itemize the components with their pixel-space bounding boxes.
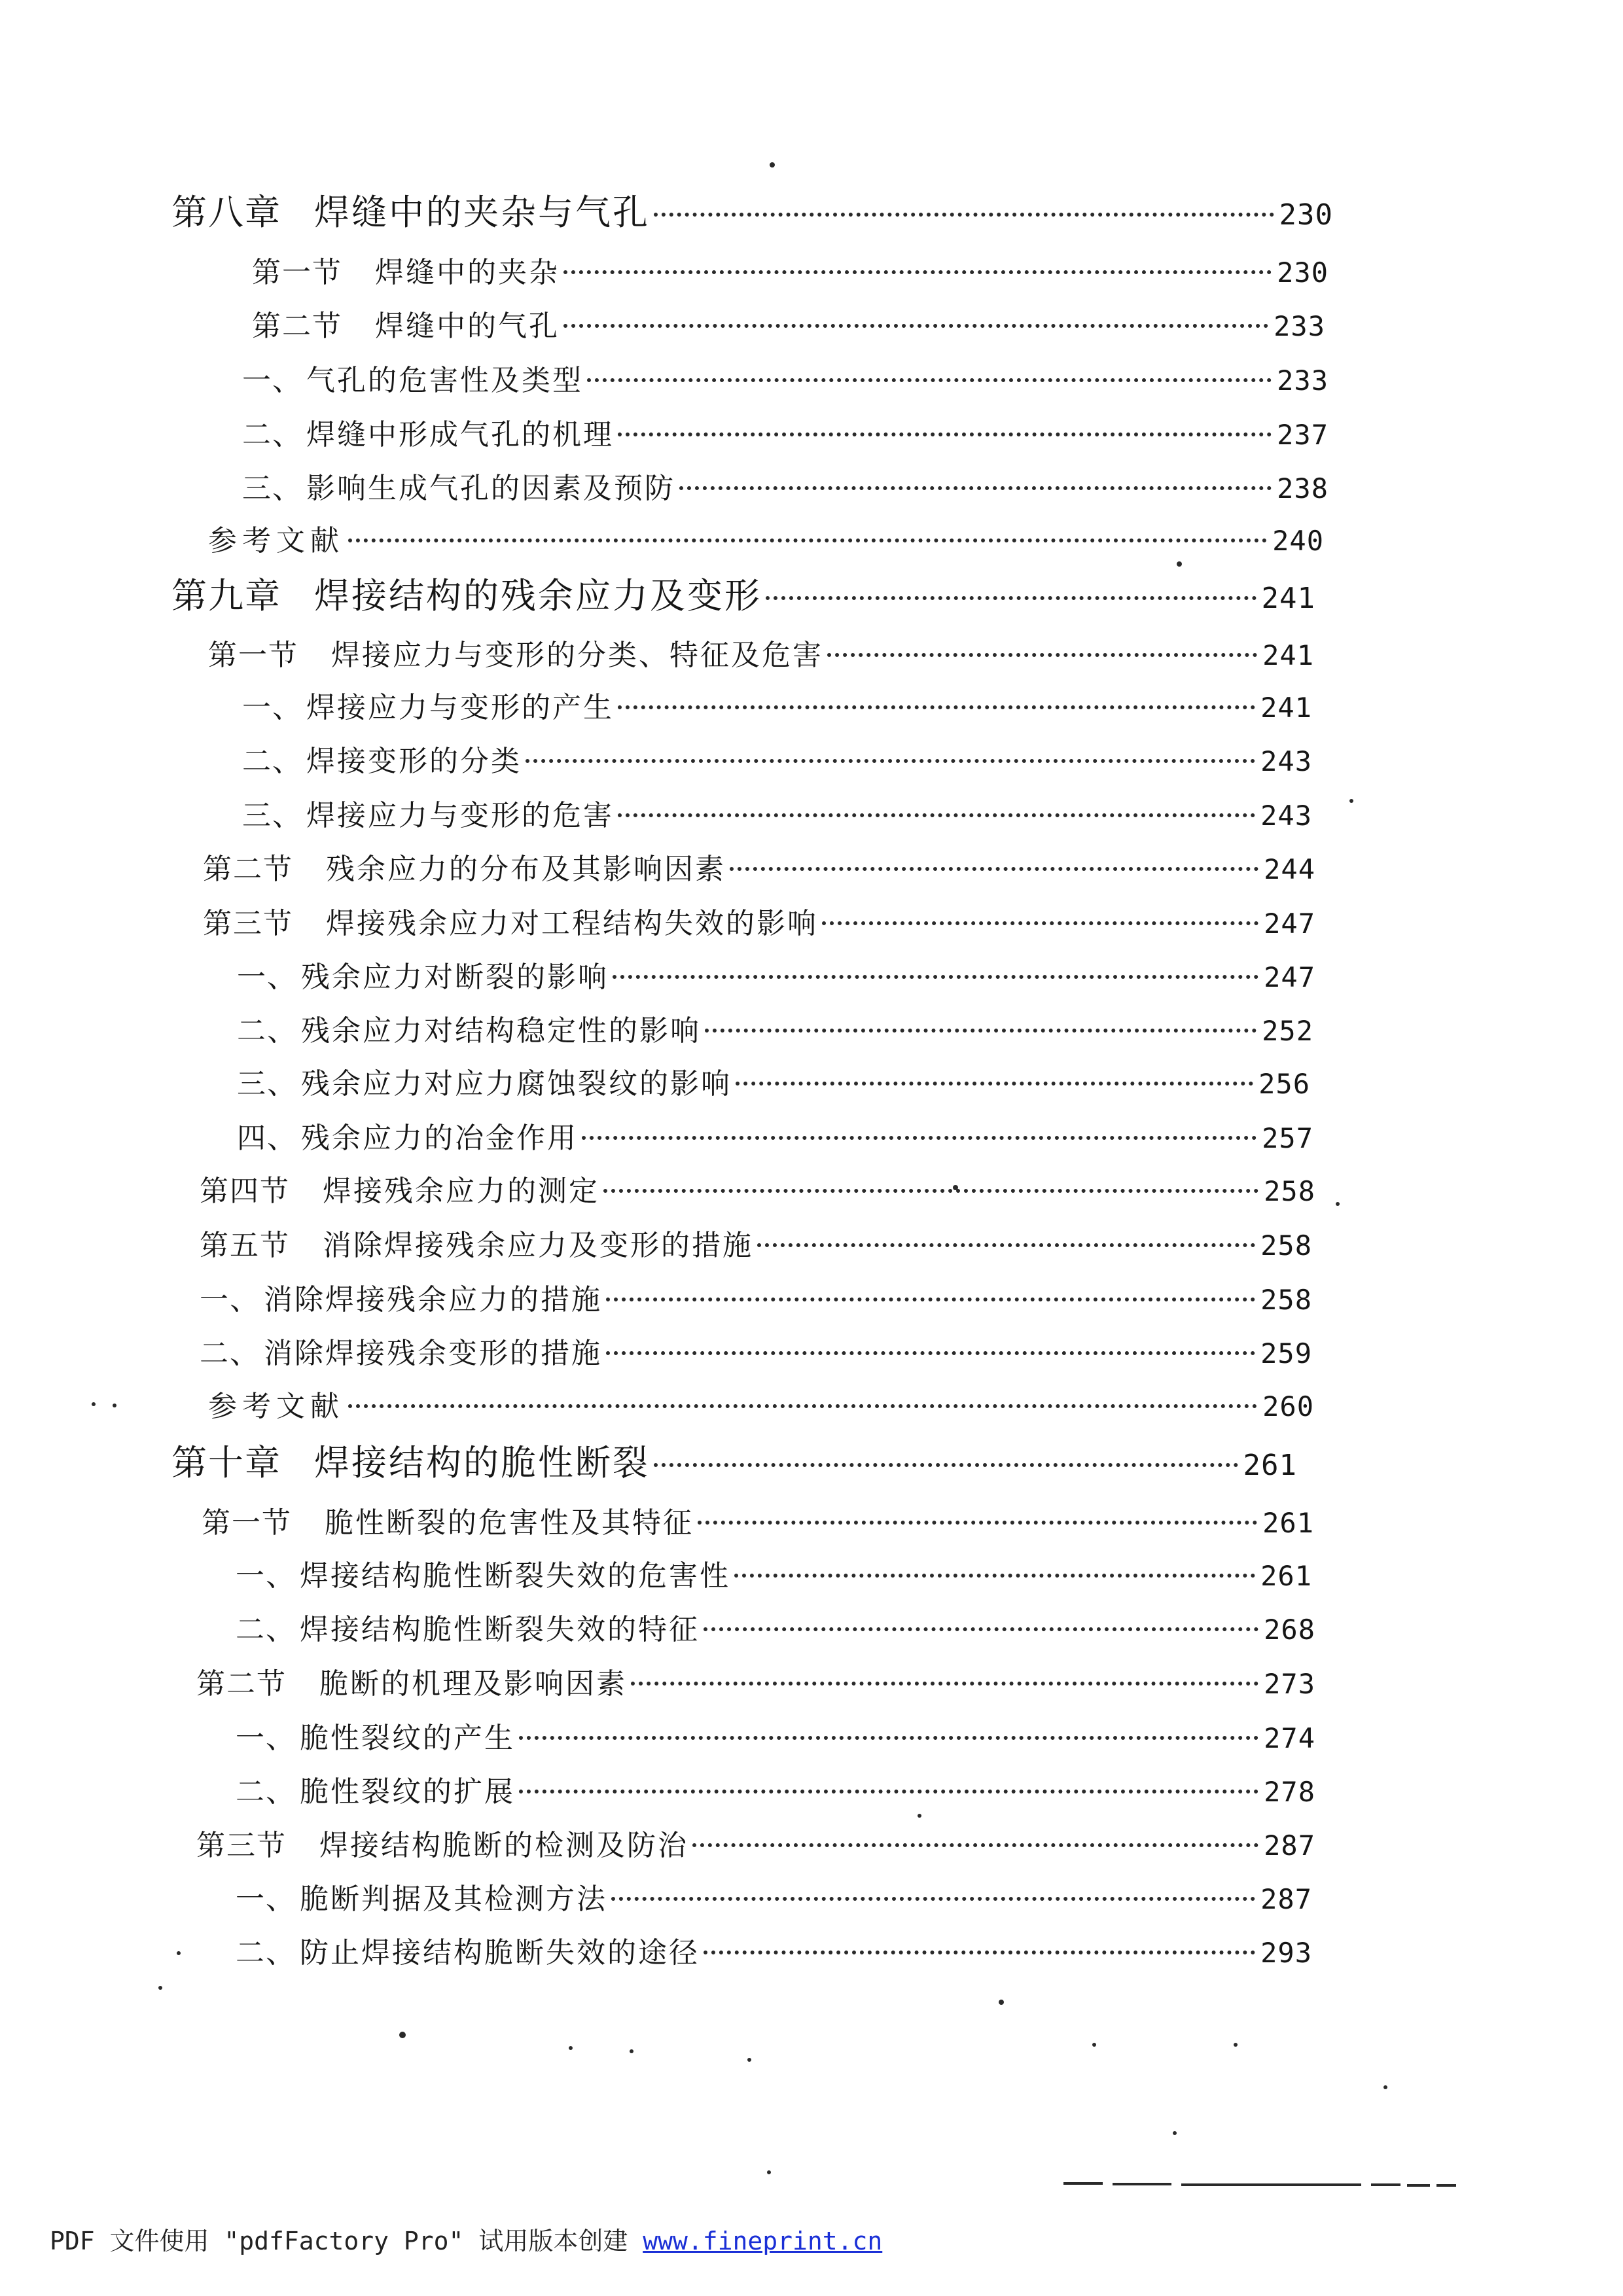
toc-item-number: 一、	[236, 1882, 296, 1916]
toc-item-title: 残余应力对结构稳定性的影响	[301, 1014, 701, 1048]
toc-item-title: 脆性裂纹的产生	[300, 1722, 515, 1755]
toc-item-number: 三、	[242, 472, 302, 505]
toc-chapter-number: 第九章	[171, 575, 281, 616]
toc-item-title: 焊接结构脆性断裂失效的特征	[300, 1613, 700, 1646]
toc-item-number: 三、	[237, 1067, 297, 1101]
toc-page-number: 261	[1262, 1507, 1314, 1539]
toc-item-title: 残余应力对应力腐蚀裂纹的影响	[301, 1067, 732, 1101]
toc-item-title: 焊接应力与变形的危害	[306, 799, 614, 832]
toc-item-title: 脆性裂纹的扩展	[300, 1775, 515, 1809]
toc-chapter-title: 焊缝中的夹杂与气孔	[314, 192, 650, 233]
toc-section-title: 焊接残余应力对工程结构失效的影响	[326, 907, 818, 940]
toc-page-number: 237	[1277, 419, 1329, 451]
toc-section-number: 第二节	[196, 1667, 287, 1701]
toc-item-number: 一、	[242, 691, 302, 724]
toc-page-number: 247	[1264, 908, 1315, 940]
toc-section-number: 第一节	[208, 639, 298, 672]
toc-page-number: 238	[1277, 472, 1329, 504]
toc-page-number: 260	[1262, 1390, 1314, 1422]
toc-item-number: 三、	[242, 799, 302, 832]
toc-page-number: 287	[1264, 1829, 1315, 1862]
toc-item-title: 残余应力的冶金作用	[301, 1122, 578, 1155]
toc-page-number: 233	[1277, 364, 1329, 397]
toc-page-number: 287	[1260, 1883, 1312, 1915]
toc-chapter-number: 第八章	[171, 192, 281, 233]
toc-page-number: 257	[1262, 1122, 1313, 1154]
toc-section-title: 焊接应力与变形的分类、特征及危害	[331, 639, 823, 672]
toc-item-number: 二、	[200, 1337, 260, 1370]
toc-item-number: 一、	[236, 1722, 296, 1755]
toc-item-title: 影响生成气孔的因素及预防	[306, 472, 675, 505]
toc-page-number: 274	[1264, 1722, 1315, 1754]
toc-item-number: 二、	[236, 1936, 296, 1969]
toc-references-title: 参考文献	[208, 1390, 344, 1423]
toc-page-number: 241	[1260, 692, 1312, 724]
toc-page-number: 230	[1277, 256, 1329, 289]
toc-page-number: 273	[1264, 1668, 1315, 1700]
toc-page-number: 261	[1243, 1449, 1297, 1482]
toc-item-number: 二、	[242, 418, 302, 451]
toc-references-title: 参考文献	[208, 524, 344, 557]
toc-page-number: 230	[1279, 198, 1333, 232]
toc-page-number: 244	[1264, 853, 1315, 885]
toc-page-number: 243	[1260, 745, 1312, 777]
toc-item-number: 一、	[236, 1559, 296, 1593]
toc-item-number: 四、	[237, 1122, 297, 1155]
toc-item-title: 消除焊接残余变形的措施	[264, 1337, 602, 1370]
toc-page-number: 268	[1264, 1614, 1315, 1646]
toc-page-number: 293	[1260, 1937, 1312, 1969]
toc-item-number: 二、	[236, 1613, 296, 1646]
toc-chapter-number: 第十章	[171, 1442, 281, 1483]
toc-page-number: 258	[1260, 1284, 1312, 1316]
toc-item-title: 脆断判据及其检测方法	[300, 1882, 607, 1916]
toc-chapter-title: 焊接结构的脆性断裂	[314, 1442, 650, 1483]
toc-item-title: 防止焊接结构脆断失效的途径	[300, 1936, 700, 1969]
toc-chapter-title: 焊接结构的残余应力及变形	[314, 575, 762, 616]
toc-section-number: 第三节	[203, 907, 293, 940]
toc-section-number: 第二节	[203, 853, 293, 886]
toc-section-title: 焊缝中的气孔	[375, 309, 560, 343]
toc-page-number: 258	[1264, 1175, 1315, 1207]
toc-section-title: 焊接残余应力的测定	[323, 1174, 599, 1208]
toc-page-number: 233	[1274, 310, 1325, 342]
toc-section-title: 脆性断裂的危害性及其特征	[325, 1506, 694, 1540]
toc-item-title: 消除焊接残余应力的措施	[264, 1283, 602, 1316]
toc-section-title: 脆断的机理及影响因素	[319, 1667, 627, 1701]
toc-page-number: 241	[1262, 639, 1314, 671]
toc-item-number: 二、	[242, 745, 302, 778]
toc-section-title: 焊缝中的夹杂	[375, 256, 560, 289]
toc-section-number: 第二节	[252, 309, 342, 343]
toc-item-title: 焊缝中形成气孔的机理	[306, 418, 614, 451]
toc-page-number: 256	[1258, 1068, 1310, 1100]
pdf-footer	[50, 2223, 882, 2259]
toc-section-title: 焊接结构脆断的检测及防治	[319, 1829, 688, 1862]
toc-section-title: 消除焊接残余应力及变形的措施	[323, 1229, 753, 1262]
toc-page-number: 278	[1264, 1776, 1315, 1808]
toc-page-number: 240	[1272, 525, 1324, 557]
toc-item-number: 一、	[200, 1283, 260, 1316]
toc-section-number: 第五节	[200, 1229, 290, 1262]
toc-page-number: 243	[1260, 800, 1312, 832]
toc-page-number: 259	[1260, 1337, 1312, 1369]
toc-item-title: 焊接应力与变形的产生	[306, 691, 614, 724]
footer-text: PDF 文件使用 "pdfFactory Pro" 试用版本创建	[50, 2227, 643, 2255]
toc-item-number: 一、	[237, 961, 297, 994]
toc-page-number: 261	[1260, 1560, 1312, 1592]
toc-section-number: 第四节	[200, 1174, 290, 1208]
toc-item-number: 二、	[237, 1014, 297, 1048]
toc-page-number: 241	[1261, 582, 1315, 615]
toc-item-title: 焊接结构脆性断裂失效的危害性	[300, 1559, 730, 1593]
toc-section-number: 第一节	[202, 1506, 292, 1540]
toc-item-title: 残余应力对断裂的影响	[301, 961, 609, 994]
toc-item-number: 二、	[236, 1775, 296, 1809]
toc-section-number: 第一节	[252, 256, 342, 289]
toc-item-title: 焊接变形的分类	[306, 745, 522, 778]
toc-page-number: 258	[1260, 1229, 1312, 1262]
toc-page-number: 247	[1264, 961, 1315, 993]
toc-section-number: 第三节	[196, 1829, 287, 1862]
toc-section-title: 残余应力的分布及其影响因素	[326, 853, 726, 886]
toc-item-title: 气孔的危害性及类型	[306, 364, 583, 397]
footer-link[interactable]: www.fineprint.cn	[643, 2227, 883, 2255]
toc-page-number: 252	[1262, 1015, 1313, 1047]
toc-item-number: 一、	[242, 364, 302, 397]
